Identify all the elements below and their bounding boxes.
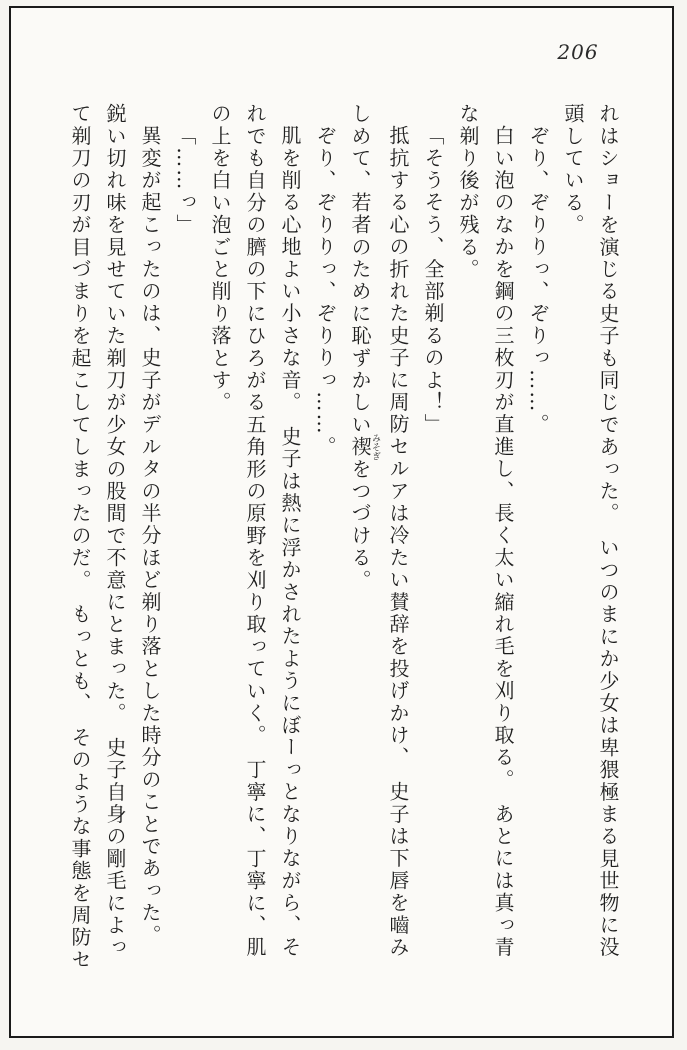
ruby-furigana: みそぎ bbox=[370, 433, 380, 461]
text-line-dialogue: 「そうそう、全部剃るのよ！」 bbox=[421, 125, 445, 436]
text-line: れでも自分の臍の下にひろがる五角形の原野を刈り取っていく。 丁寧に、丁寧に、肌 bbox=[243, 103, 267, 959]
text-segment: をつづける。 bbox=[348, 458, 372, 592]
text-line: 異変が起こったのは、史子がデルタの半分ほど剃り落とした時分のことであった。 bbox=[138, 125, 162, 947]
body-text bbox=[62, 103, 625, 999]
text-line: 白い泡のなかを鋼の三枚刃が直進し、長く太い縮れ毛を刈り取る。 あとには真っ青 bbox=[491, 125, 515, 959]
text-line: ぞり、ぞりりっ、ぞりりっ……。 bbox=[313, 125, 337, 458]
text-line: 抵抗する心の折れた史子に周防セルアは冷たい賛辞を投げかけ、 史子は下唇を嚙み bbox=[386, 125, 410, 959]
text-line: ぞり、ぞりりっ、ぞりっ……。 bbox=[526, 125, 550, 436]
text-line: な剃り後が残る。 bbox=[456, 103, 480, 281]
text-line: の上を白い泡ごと削り落とす。 bbox=[208, 103, 232, 414]
text-line: て剃刀の刃が目づまりを起こしてしまったのだ。 もっとも、 そのような事態を周防セ bbox=[68, 103, 92, 971]
text-line bbox=[342, 103, 380, 999]
text-segment: しめて、若者のために恥ずかしい bbox=[348, 103, 372, 436]
ruby-base: 禊 bbox=[348, 433, 372, 461]
text-line: 鋭い切れ味を見せていた剃刀が少女の股間で不意にとまった。 史子自身の剛毛によっ bbox=[103, 103, 127, 959]
page-number: 206 bbox=[557, 40, 599, 64]
text-line: 肌を削る心地よい小さな音。 史子は熱に浮かされたようにぼーっとなりながら、そ bbox=[278, 125, 302, 959]
ruby-annotation bbox=[348, 433, 380, 461]
text-line: 頭している。 bbox=[561, 103, 585, 237]
text-line-dialogue: 「……っ」 bbox=[173, 125, 197, 236]
text-line: れはショーを演じる史子も同じであった。 いつのまにか少女は卑猥極まる見世物に没 bbox=[596, 103, 620, 959]
